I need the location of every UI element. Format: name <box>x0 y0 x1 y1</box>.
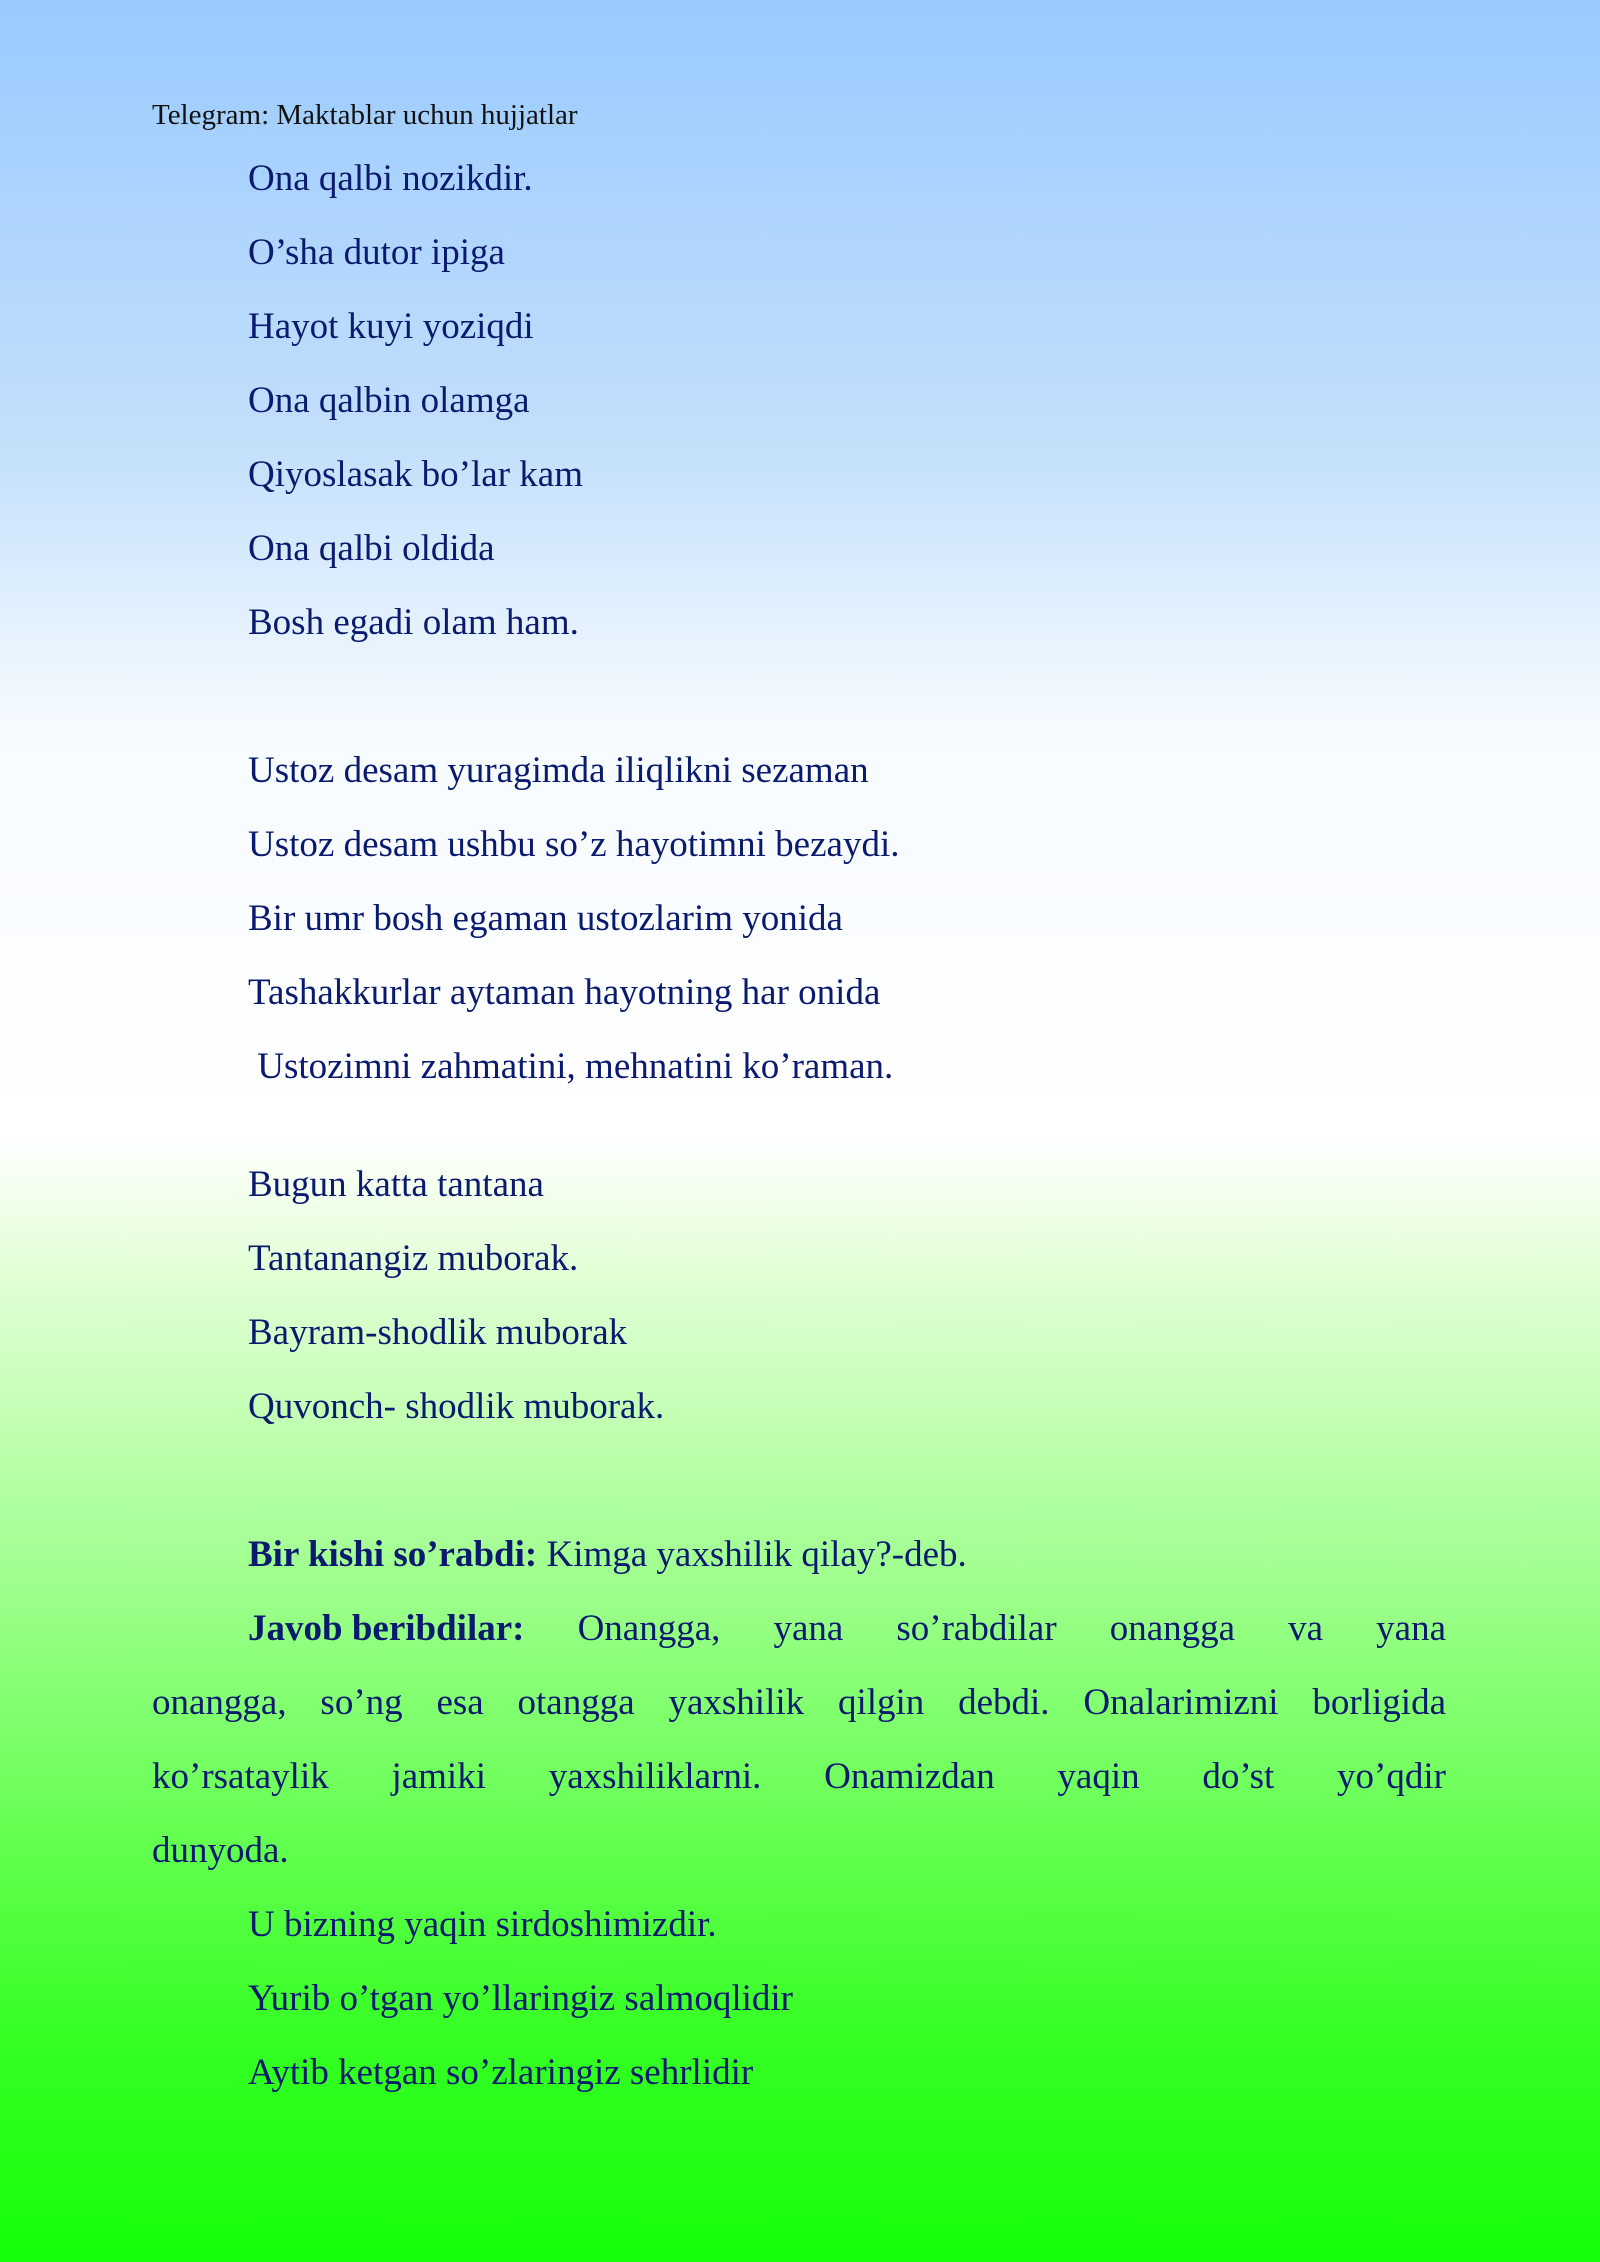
closing-line-1: U bizning yaqin sirdoshimizdir. <box>248 1904 717 1945</box>
answer-word: ko’rsataylik <box>152 1756 329 1797</box>
poem3-line-3: Bayram-shodlik muborak <box>248 1312 628 1353</box>
poem1-line-7: Bosh egadi olam ham. <box>248 602 579 643</box>
answer-word: do’st <box>1202 1756 1275 1797</box>
answer-word: jamiki <box>391 1756 486 1797</box>
poem1-line-4: Ona qalbin olamga <box>248 380 530 421</box>
answer-word: so’rabdilar <box>896 1608 1057 1649</box>
poem2-line-1: Ustoz desam yuragimda iliqlikni sezaman <box>248 750 869 791</box>
poem3-line-1: Bugun katta tantana <box>248 1164 544 1205</box>
poem1-line-2: O’sha dutor ipiga <box>248 232 505 273</box>
question-paragraph <box>248 1533 967 1577</box>
closing-line-3: Aytib ketgan so’zlaringiz sehrlidir <box>248 2052 754 2093</box>
closing-line-2: Yurib o’tgan yo’llaringiz salmoqlidir <box>248 1978 793 2019</box>
answer-word: Onangga, <box>577 1608 721 1649</box>
poem2-line-5: Ustozimni zahmatini, mehnatini ko’raman. <box>248 1046 894 1087</box>
poem1-line-5: Qiyoslasak bo’lar kam <box>248 454 583 495</box>
poem3-line-4: Quvonch- shodlik muborak. <box>248 1386 665 1427</box>
answer-text: onangga, so’ng esa otangga yaxshilik qilgin debdi. Onalarimizni borligida <box>152 1682 1446 1723</box>
poem2-line-3: Bir umr bosh egaman ustozlarim yonida <box>248 898 843 939</box>
answer-line-3 <box>152 1755 1446 1799</box>
answer-word: onangga <box>1109 1608 1236 1649</box>
poem2-line-4: Tashakkurlar aytaman hayotning har onida <box>248 972 881 1013</box>
answer-word: yana <box>1376 1608 1446 1649</box>
poem1-line-1: Ona qalbi nozikdir. <box>248 158 533 199</box>
answer-word: yo’qdir <box>1337 1756 1446 1797</box>
answer-word: yaxshiliklarni. <box>548 1756 762 1797</box>
answer-word: Onamizdan <box>824 1756 995 1797</box>
answer-paragraph <box>152 1607 1446 1873</box>
poem1-line-3: Hayot kuyi yoziqdi <box>248 306 534 347</box>
answer-label: Javob beribdilar: <box>248 1608 525 1649</box>
answer-line-4: dunyoda. <box>152 1830 289 1871</box>
answer-word: va <box>1288 1608 1324 1649</box>
poem3-line-2: Tantanangiz muborak. <box>248 1238 579 1279</box>
answer-line-1 <box>152 1607 1446 1651</box>
answer-word: yana <box>773 1608 844 1649</box>
question-text: Kimga yaxshilik qilay?-deb. <box>537 1534 967 1575</box>
answer-word: yaqin <box>1057 1756 1140 1797</box>
question-label: Bir kishi so’rabdi: <box>248 1534 538 1575</box>
answer-line-2 <box>152 1681 1446 1725</box>
poem1-line-6: Ona qalbi oldida <box>248 528 495 569</box>
header-note: Telegram: Maktablar uchun hujjatlar <box>152 99 578 131</box>
poem2-line-2: Ustoz desam ushbu so’z hayotimni bezaydi. <box>248 824 900 865</box>
